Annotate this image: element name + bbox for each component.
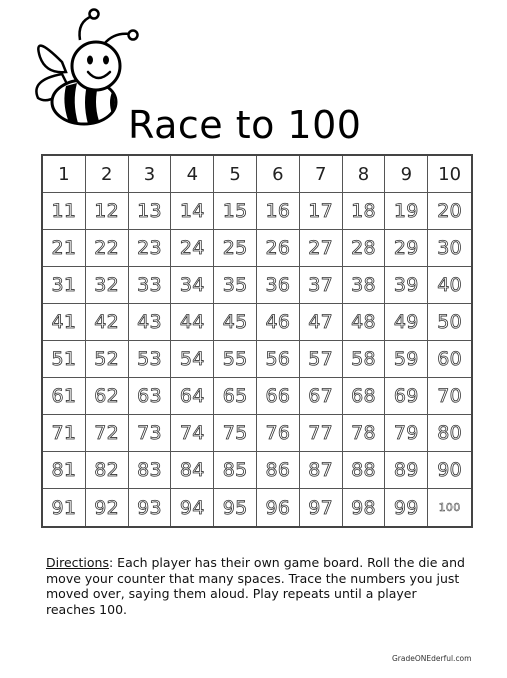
board-cell: 67 bbox=[300, 378, 343, 415]
board-cell: 56 bbox=[257, 341, 300, 378]
board-cell: 71 bbox=[43, 415, 86, 452]
board-cell: 38 bbox=[343, 267, 386, 304]
board-cell: 88 bbox=[343, 452, 386, 489]
board-cell: 14 bbox=[171, 193, 214, 230]
board-cell: 39 bbox=[385, 267, 428, 304]
board-cell: 79 bbox=[385, 415, 428, 452]
board-cell: 96 bbox=[257, 489, 300, 526]
board-cell: 70 bbox=[428, 378, 471, 415]
board-cell: 8 bbox=[343, 156, 386, 193]
board-cell: 61 bbox=[43, 378, 86, 415]
board-cell: 90 bbox=[428, 452, 471, 489]
credit-text: GradeONEderful.com bbox=[392, 654, 472, 663]
board-cell: 100 bbox=[438, 501, 461, 514]
board-cell: 73 bbox=[129, 415, 172, 452]
board-cell: 11 bbox=[43, 193, 86, 230]
board-cell: 2 bbox=[86, 156, 129, 193]
board-cell: 63 bbox=[129, 378, 172, 415]
board-cell: 5 bbox=[214, 156, 257, 193]
board-cell: 65 bbox=[214, 378, 257, 415]
board-cell: 4 bbox=[171, 156, 214, 193]
board-cell: 29 bbox=[385, 230, 428, 267]
board-cell: 15 bbox=[214, 193, 257, 230]
board-cell: 62 bbox=[86, 378, 129, 415]
bee-icon bbox=[22, 2, 142, 132]
board-cell: 35 bbox=[214, 267, 257, 304]
board-cell: 50 bbox=[428, 304, 471, 341]
board-cell: 30 bbox=[428, 230, 471, 267]
board-cell: 40 bbox=[428, 267, 471, 304]
board-cell: 89 bbox=[385, 452, 428, 489]
board-cell: 45 bbox=[214, 304, 257, 341]
board-cell: 92 bbox=[86, 489, 129, 526]
board-cell: 37 bbox=[300, 267, 343, 304]
board-cell: 81 bbox=[43, 452, 86, 489]
board-cell: 77 bbox=[300, 415, 343, 452]
board-cell: 49 bbox=[385, 304, 428, 341]
board-cell: 98 bbox=[343, 489, 386, 526]
board-cell: 24 bbox=[171, 230, 214, 267]
board-cell: 94 bbox=[171, 489, 214, 526]
board-cell: 69 bbox=[385, 378, 428, 415]
board-cell: 34 bbox=[171, 267, 214, 304]
directions bbox=[46, 555, 466, 617]
board-cell: 84 bbox=[171, 452, 214, 489]
board-cell: 19 bbox=[385, 193, 428, 230]
game-board bbox=[41, 154, 473, 528]
board-cell: 41 bbox=[43, 304, 86, 341]
directions-text: : Each player has their own game board. Roll the die and move your counter that many spaces. Trace the numbers you just moved over, saying them aloud. Play repeats until a player reaches 100. bbox=[46, 555, 465, 617]
board-cell: 32 bbox=[86, 267, 129, 304]
board-cell: 17 bbox=[300, 193, 343, 230]
board-cell: 13 bbox=[129, 193, 172, 230]
board-cell: 72 bbox=[86, 415, 129, 452]
board-cell: 18 bbox=[343, 193, 386, 230]
board-cell: 7 bbox=[300, 156, 343, 193]
board-cell: 43 bbox=[129, 304, 172, 341]
board-cell: 47 bbox=[300, 304, 343, 341]
board-cell: 46 bbox=[257, 304, 300, 341]
board-cell: 52 bbox=[86, 341, 129, 378]
board-cell: 59 bbox=[385, 341, 428, 378]
board-cell: 36 bbox=[257, 267, 300, 304]
board-cell: 44 bbox=[171, 304, 214, 341]
board-cell: 25 bbox=[214, 230, 257, 267]
board-cell: 53 bbox=[129, 341, 172, 378]
board-cell: 10 bbox=[428, 156, 471, 193]
board-cell: 51 bbox=[43, 341, 86, 378]
board-cell: 93 bbox=[129, 489, 172, 526]
board-cell: 33 bbox=[129, 267, 172, 304]
board-cell: 99 bbox=[385, 489, 428, 526]
board-cell: 27 bbox=[300, 230, 343, 267]
board-cell: 83 bbox=[129, 452, 172, 489]
board-cell: 20 bbox=[428, 193, 471, 230]
board-cell: 12 bbox=[86, 193, 129, 230]
board-cell: 76 bbox=[257, 415, 300, 452]
board-cell: 42 bbox=[86, 304, 129, 341]
board-cell: 85 bbox=[214, 452, 257, 489]
board-cell: 6 bbox=[257, 156, 300, 193]
board-cell: 75 bbox=[214, 415, 257, 452]
board-cell: 3 bbox=[129, 156, 172, 193]
board-cell: 57 bbox=[300, 341, 343, 378]
board-cell: 86 bbox=[257, 452, 300, 489]
page-title: Race to 100 bbox=[128, 103, 362, 147]
board-cell: 48 bbox=[343, 304, 386, 341]
board-cell: 95 bbox=[214, 489, 257, 526]
board-cell: 22 bbox=[86, 230, 129, 267]
board-cell: 21 bbox=[43, 230, 86, 267]
board-cell: 64 bbox=[171, 378, 214, 415]
board-cell: 26 bbox=[257, 230, 300, 267]
board-cell: 68 bbox=[343, 378, 386, 415]
board-cell: 31 bbox=[43, 267, 86, 304]
directions-label: Directions bbox=[46, 555, 109, 570]
board-cell: 55 bbox=[214, 341, 257, 378]
board-cell: 74 bbox=[171, 415, 214, 452]
board-cell: 80 bbox=[428, 415, 471, 452]
board-cell: 91 bbox=[43, 489, 86, 526]
board-cell: 87 bbox=[300, 452, 343, 489]
board-cell: 60 bbox=[428, 341, 471, 378]
board-cell: 9 bbox=[385, 156, 428, 193]
board-cell: 16 bbox=[257, 193, 300, 230]
board-cell: 58 bbox=[343, 341, 386, 378]
board-cell: 82 bbox=[86, 452, 129, 489]
board-cell: 54 bbox=[171, 341, 214, 378]
board-cell: 28 bbox=[343, 230, 386, 267]
board-cell: 97 bbox=[300, 489, 343, 526]
board-cell: 23 bbox=[129, 230, 172, 267]
board-cell: 66 bbox=[257, 378, 300, 415]
board-cell: 1 bbox=[43, 156, 86, 193]
board-cell: 78 bbox=[343, 415, 386, 452]
